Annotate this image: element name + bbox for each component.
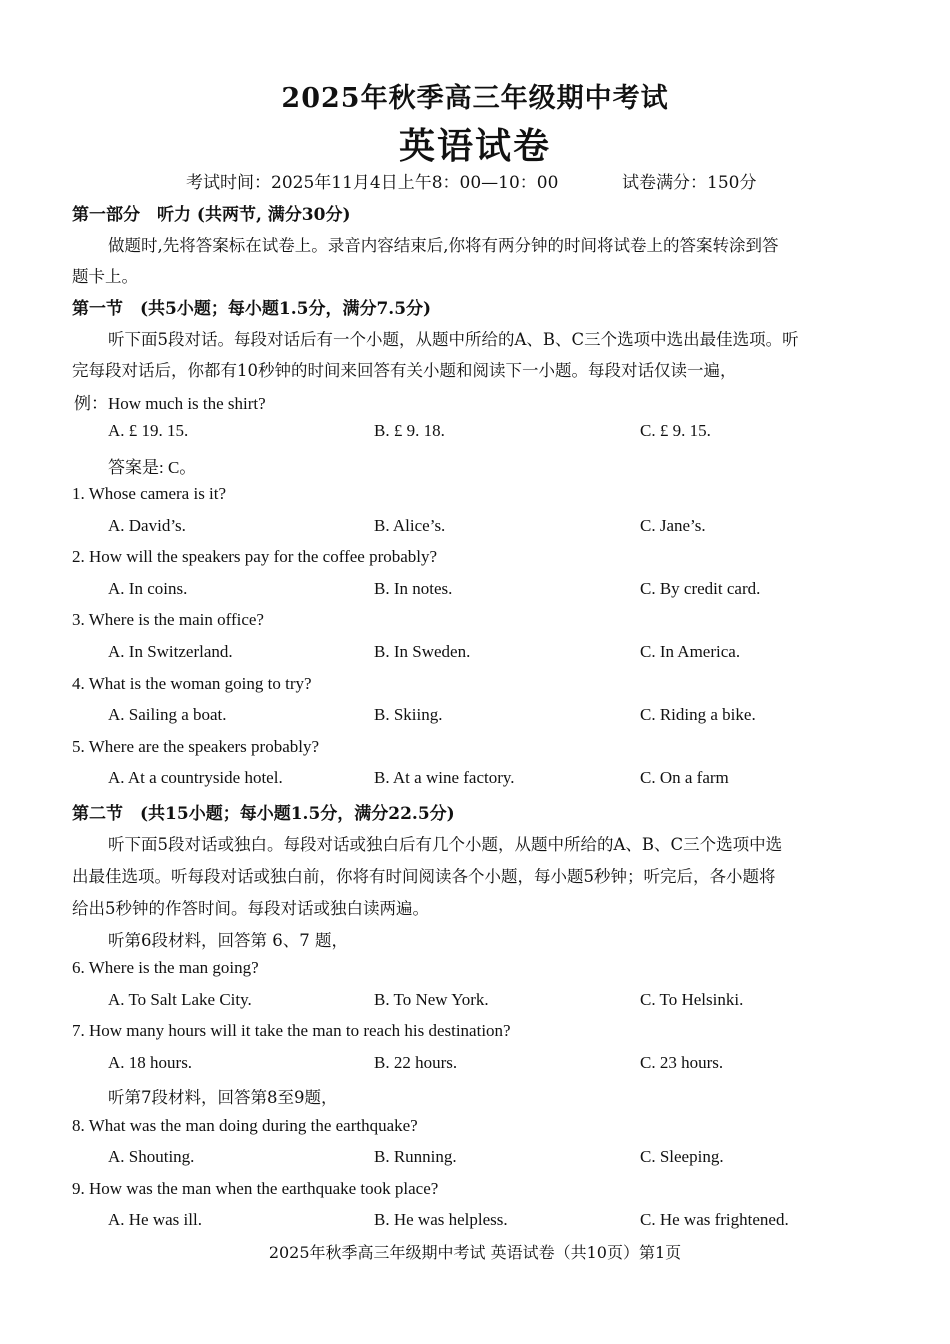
part1-heading: 第一部分 听力 (共两节, 满分30分) (72, 205, 351, 225)
example-option-b: B. £ 9. 18. (374, 421, 445, 440)
exam-subject-title: 英语试卷 (398, 125, 551, 167)
section2-instr-line3: 给出5秒钟的作答时间。每段对话或独白读两遍。 (72, 899, 429, 918)
part1-intro-line1: 做题时,先将答案标在试卷上。录音内容结束后,你将有两分钟的时间将试卷上的答案转涂到答 (108, 236, 779, 255)
question-6: 6. Where is the man going? (72, 958, 259, 977)
q8-option-c: C. Sleeping. (640, 1147, 724, 1166)
q1-option-a: A. David’s. (108, 516, 186, 535)
part1-intro-line2: 题卡上。 (72, 267, 138, 286)
q7-option-b: B. 22 hours. (374, 1053, 458, 1072)
question-3: 3. Where is the main office? (72, 610, 264, 629)
q1-option-b: B. Alice’s. (374, 516, 446, 535)
q3-option-b: B. In Sweden. (374, 642, 471, 661)
q6-option-c: C. To Helsinki. (640, 990, 744, 1009)
page-footer: 2025年秋季高三年级期中考试 英语试卷（共10页）第1页 (268, 1243, 682, 1262)
question-7: 7. How many hours will it take the man to reach his destination? (72, 1021, 511, 1040)
q4-option-b: B. Skiing. (374, 705, 443, 724)
q7-option-c: C. 23 hours. (640, 1053, 724, 1072)
question-4: 4. What is the woman going to try? (72, 674, 312, 693)
q2-option-b: B. In notes. (374, 579, 453, 598)
question-1: 1. Whose camera is it? (72, 484, 227, 503)
question-5: 5. Where are the speakers probably? (72, 737, 320, 756)
q3-option-a: A. In Switzerland. (108, 642, 233, 661)
example-question: 例：How much is the shirt? (74, 394, 266, 413)
section1-instr-line1: 听下面5段对话。每段对话后有一个小题，从题中所给的A、B、C三个选项中选出最佳选项。听 (108, 330, 799, 349)
example-option-c: C. £ 9. 15. (640, 421, 711, 440)
q7-option-a: A. 18 hours. (108, 1053, 193, 1072)
exam-time: 考试时间：2025年11月4日上午8：00—10：00 (186, 173, 559, 193)
example-option-a: A. £ 19. 15. (108, 421, 189, 440)
section2-instr-line2: 出最佳选项。听每段对话或独白前，你将有时间阅读各个小题，每小题5秒钟；听完后，各小题将 (72, 867, 776, 886)
q9-option-a: A. He was ill. (108, 1210, 202, 1229)
example-answer: 答案是: C。 (108, 458, 197, 477)
q4-option-c: C. Riding a bike. (640, 705, 756, 724)
question-8: 8. What was the man doing during the earthquake? (72, 1116, 418, 1135)
q8-option-a: A. Shouting. (108, 1147, 195, 1166)
q8-option-b: B. Running. (374, 1147, 457, 1166)
section1-heading: 第一节 (共5小题；每小题1.5分，满分7.5分) (72, 299, 432, 319)
question-2: 2. How will the speakers pay for the coffee probably? (72, 547, 438, 566)
q2-option-a: A. In coins. (108, 579, 188, 598)
section2-instr-line1: 听下面5段对话或独白。每段对话或独白后有几个小题，从题中所给的A、B、C三个选项中选 (108, 835, 783, 854)
q5-option-c: C. On a farm (640, 768, 729, 787)
q6-option-b: B. To New York. (374, 990, 489, 1009)
full-score: 试卷满分：150分 (622, 173, 757, 193)
q9-option-c: C. He was frightened. (640, 1210, 789, 1229)
exam-title: 2025年秋季高三年级期中考试 (281, 83, 669, 114)
q6-option-a: A. To Salt Lake City. (108, 990, 252, 1009)
section1-instr-line2: 完每段对话后，你都有10秒钟的时间来回答有关小题和阅读下一小题。每段对话仅读一遍， (72, 361, 737, 380)
q5-option-b: B. At a wine factory. (374, 768, 515, 787)
material-6-instruction: 听第6段材料，回答第 6、7 题， (108, 931, 348, 950)
question-9: 9. How was the man when the earthquake took place? (72, 1179, 439, 1198)
q4-option-a: A. Sailing a boat. (108, 705, 227, 724)
q1-option-c: C. Jane’s. (640, 516, 706, 535)
q2-option-c: C. By credit card. (640, 579, 761, 598)
q5-option-a: A. At a countryside hotel. (108, 768, 283, 787)
q3-option-c: C. In America. (640, 642, 741, 661)
section2-heading: 第二节 (共15小题；每小题1.5分，满分22.5分) (72, 804, 455, 824)
material-7-instruction: 听第7段材料，回答第8至9题， (108, 1088, 338, 1107)
q9-option-b: B. He was helpless. (374, 1210, 508, 1229)
